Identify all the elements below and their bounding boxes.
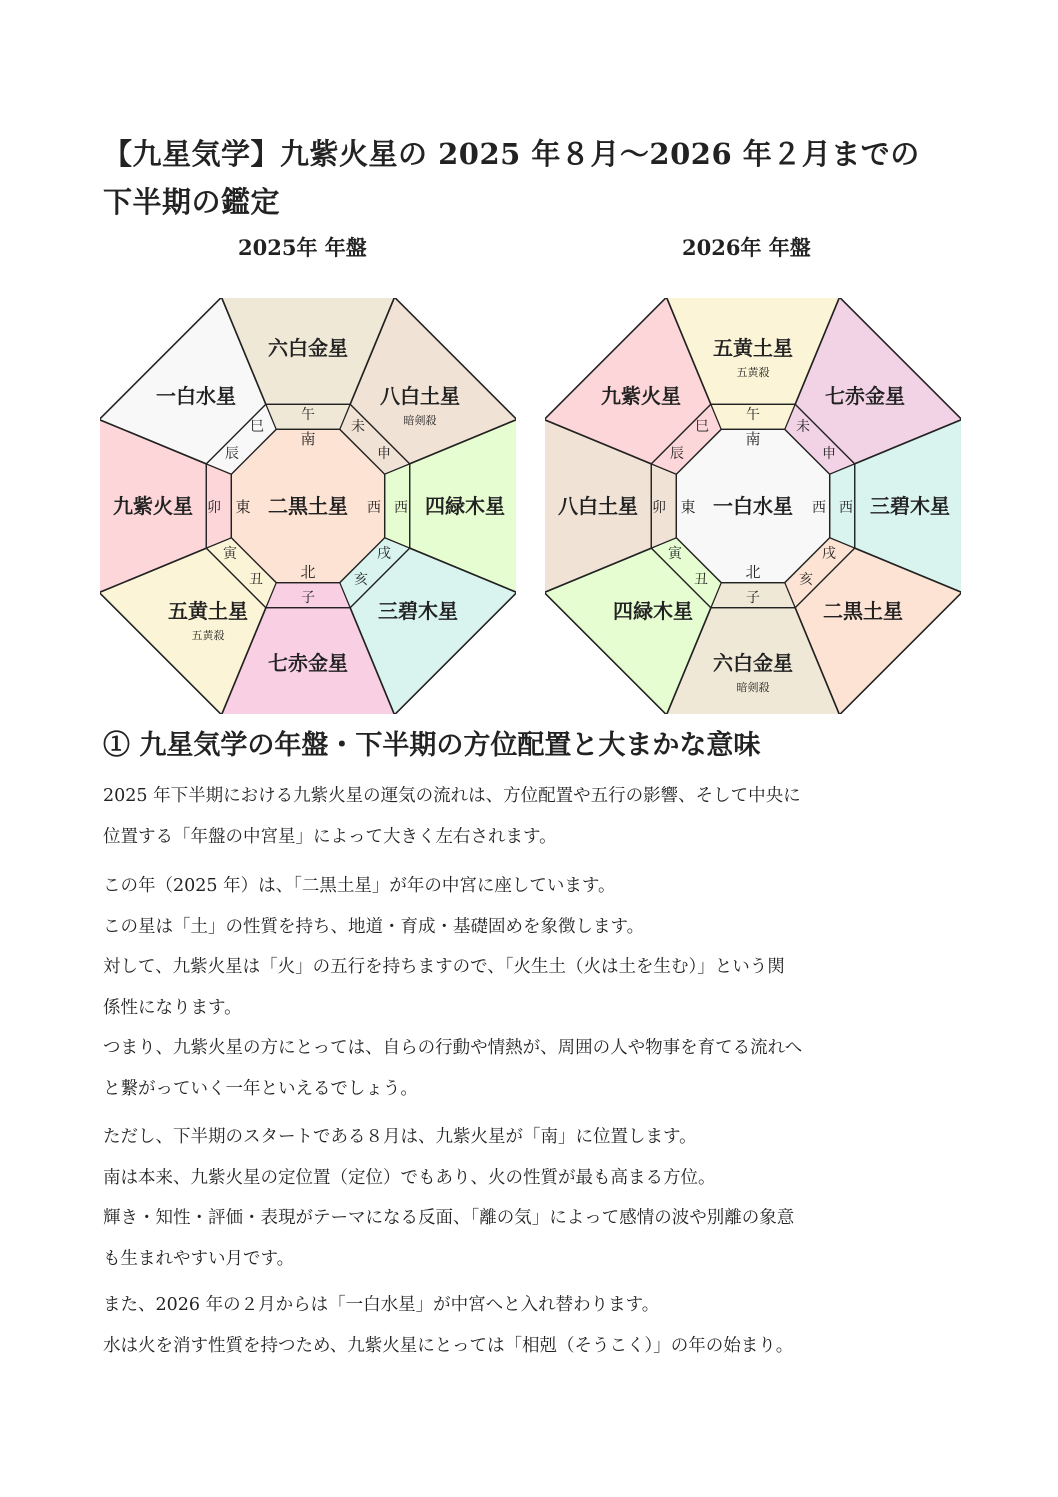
direction-label: 東 (680, 498, 696, 516)
title-line-2: 下半期の鑑定 (103, 185, 281, 219)
center-star-label: 二黒土星 (268, 494, 348, 518)
star-label-n: 六白金星 (713, 651, 793, 675)
direction-label: 戌 (377, 546, 391, 562)
star-label-s: 五黄土星 (713, 336, 793, 360)
paragraph-4 (103, 1285, 963, 1366)
direction-label: 北 (300, 563, 316, 581)
board-svg (543, 296, 963, 716)
paragraph-3 (103, 1117, 963, 1279)
page-title (103, 130, 983, 226)
paragraph-1 (103, 776, 963, 857)
direction-label: 西 (812, 500, 826, 516)
direction-label: 寅 (223, 546, 237, 562)
board-svg (98, 296, 518, 716)
star-label-nw: 二黒土星 (823, 599, 903, 623)
year-board-2026 (543, 296, 963, 716)
direction-label: 巳 (695, 419, 709, 435)
direction-label: 午 (301, 407, 315, 423)
direction-label: 卯 (652, 500, 666, 516)
star-label-se: 九紫火星 (601, 384, 681, 408)
direction-label: 子 (301, 590, 315, 606)
direction-label: 辰 (225, 446, 239, 462)
paragraph-line: ただし、下半期のスタートである８月は、九紫火星が「南」に位置します。 (103, 1127, 697, 1147)
direction-label: 申 (822, 446, 836, 462)
star-label-w: 四緑木星 (425, 494, 505, 518)
board-2025-caption: 2025年 年盤 (238, 235, 367, 260)
star-label-e: 八白土星 (558, 494, 638, 518)
direction-label: 西 (839, 500, 853, 516)
paragraph-line: 輝き・知性・評価・表現がテーマになる反面、「離の気」によって感情の波や別離の象意 (103, 1208, 795, 1228)
paragraph-line: 南は本来、九紫火星の定位置（定位）でもあり、火の性質が最も高まる方位。 (103, 1167, 716, 1188)
sector-note-n: 暗剣殺 (736, 681, 770, 694)
direction-label: 戌 (822, 546, 836, 562)
paragraph-line: 位置する「年盤の中宮星」によって大きく左右されます。 (103, 826, 557, 847)
star-label-nw: 三碧木星 (378, 599, 458, 623)
direction-label: 亥 (354, 572, 368, 588)
star-label-ne: 四緑木星 (613, 599, 693, 623)
direction-label: 子 (746, 590, 760, 606)
paragraph-line: この年（2025 年）は、「二黒土星」が年の中宮に座しています。 (103, 876, 616, 896)
sector-note-ne: 五黄殺 (191, 629, 225, 642)
paragraph-line: また、2026 年の２月からは「一白水星」が中宮へと入れ替わります。 (103, 1295, 660, 1315)
direction-label: 東 (235, 498, 251, 516)
section-heading-1: ① 九星気学の年盤・下半期の方位配置と大まかな意味 (103, 730, 761, 761)
paragraph-line: 水は火を消す性質を持つため、九紫火星にとっては「相剋（そうこく）」の年の始まり。 (103, 1335, 794, 1356)
paragraph-line: 対して、九紫火星は「火」の五行を持ちますので、「火生土（火は土を生む）」という関 (103, 957, 785, 977)
direction-label: 未 (796, 419, 810, 435)
center-star-label: 一白水星 (713, 494, 793, 518)
direction-label: 南 (300, 430, 316, 448)
direction-label: 丑 (694, 572, 708, 588)
sector-note-s: 五黄殺 (736, 366, 770, 379)
direction-label: 亥 (799, 572, 813, 588)
paragraph-line: も生まれやすい月です。 (103, 1248, 295, 1269)
direction-label: 巳 (250, 419, 264, 435)
paragraph-line: と繋がっていく一年といえるでしょう。 (103, 1078, 418, 1099)
paragraph-line: 係性になります。 (103, 997, 242, 1018)
sector-note-sw: 暗剣殺 (403, 414, 437, 427)
title-line-1: 【九星気学】九紫火星の 2025 年８月〜2026 年２月までの (103, 137, 920, 171)
star-label-s: 六白金星 (268, 336, 348, 360)
star-label-e: 九紫火星 (113, 494, 193, 518)
star-label-sw: 七赤金星 (825, 384, 905, 408)
paragraph-line: この星は「土」の性質を持ち、地道・育成・基礎固めを象徴します。 (103, 916, 645, 937)
star-label-se: 一白水星 (156, 384, 236, 408)
star-label-n: 七赤金星 (268, 651, 348, 675)
paragraph-2 (103, 866, 963, 1109)
year-board-2025 (98, 296, 518, 716)
star-label-w: 三碧木星 (870, 494, 950, 518)
direction-label: 午 (746, 407, 760, 423)
paragraph-line: つまり、九紫火星の方にとっては、自らの行動や情熱が、周囲の人や物事を育てる流れへ (103, 1038, 803, 1058)
board-2026-caption: 2026年 年盤 (682, 235, 811, 260)
direction-label: 未 (351, 419, 365, 435)
direction-label: 辰 (670, 446, 684, 462)
direction-label: 北 (745, 563, 761, 581)
star-label-ne: 五黄土星 (168, 599, 248, 623)
direction-label: 西 (367, 500, 381, 516)
direction-label: 西 (394, 500, 408, 516)
direction-label: 丑 (249, 572, 263, 588)
star-label-sw: 八白土星 (380, 384, 460, 408)
direction-label: 南 (745, 430, 761, 448)
direction-label: 申 (377, 446, 391, 462)
direction-label: 卯 (207, 500, 221, 516)
paragraph-line: 2025 年下半期における九紫火星の運気の流れは、方位配置や五行の影響、そして中央に (103, 786, 801, 806)
direction-label: 寅 (668, 546, 682, 562)
